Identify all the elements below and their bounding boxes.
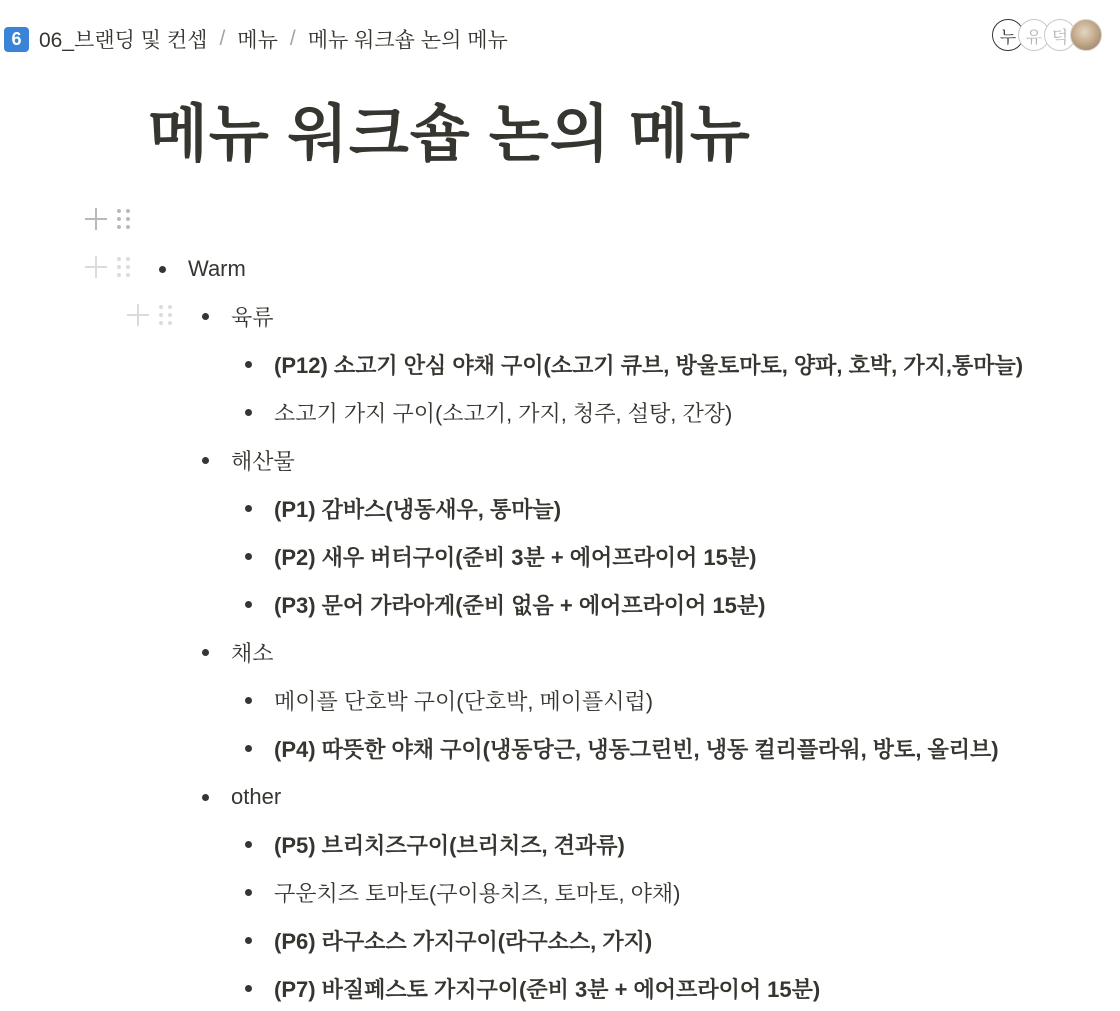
list-item[interactable] [245,731,999,765]
list-item[interactable] [245,827,625,861]
list-item-label: (P2) 새우 버터구이(준비 3분 + 에어프라이어 15분) [274,544,757,570]
list-item-label: Warm [188,256,246,281]
list-item-category[interactable] [202,443,295,477]
list-item-category[interactable] [202,299,274,333]
bullet-icon [245,937,252,944]
list-item-label: (P3) 문어 가라아게(준비 없음 + 에어프라이어 15분) [274,592,766,618]
list-item-label: 메이플 단호박 구이(단호박, 메이플시럽) [274,688,654,714]
top-bar [0,0,1120,72]
bullet-icon [245,601,252,608]
list-item-category[interactable] [202,635,274,669]
breadcrumb-separator: / [289,27,296,50]
list-item-label: 육류 [231,304,274,330]
bullet-icon [159,266,166,273]
list-item-label: (P1) 감바스(냉동새우, 통마늘) [274,496,562,522]
bullet-icon [245,985,252,992]
drag-handle-icon[interactable] [117,256,131,278]
list-item[interactable] [245,539,756,573]
page-title[interactable]: 메뉴 워크숍 논의 메뉴 [148,100,751,169]
list-item-label: (P7) 바질페스토 가지구이(준비 3분 + 에어프라이어 15분) [274,976,821,1002]
list-item-label: (P12) 소고기 안심 야채 구이(소고기 큐브, 방울토마토, 양파, 호박, 가지,통마늘) [274,352,1024,378]
bullet-icon [245,505,252,512]
block-handle [127,304,173,326]
list-item[interactable] [245,395,732,429]
breadcrumb [4,24,508,54]
avatar[interactable]: 덕 [1044,19,1076,51]
bullet-icon [245,841,252,848]
list-item-category[interactable] [202,780,281,814]
breadcrumb-item-branding[interactable]: 06_브랜딩 및 컨셉 [39,29,208,52]
list-item[interactable] [245,347,1023,381]
avatar[interactable]: 유 [1018,19,1050,51]
bullet-icon [202,457,209,464]
list-item-label: (P4) 따뜻한 야채 구이(냉동당근, 냉동그린빈, 냉동 컬리플라워, 방토, 올리브) [274,736,999,762]
drag-handle-icon[interactable] [117,208,131,230]
bullet-icon [245,745,252,752]
list-item-label: (P5) 브리치즈구이(브리치즈, 견과류) [274,832,625,858]
avatar[interactable]: 누 [992,19,1024,51]
avatar-photo[interactable] [1070,19,1102,51]
bullet-icon [202,313,209,320]
list-item-label: 해산물 [231,448,295,474]
block-handle [85,256,131,278]
list-item-label: 구운치즈 토마토(구이용치즈, 토마토, 야채) [274,880,681,906]
list-item[interactable] [245,923,652,957]
drag-handle-icon[interactable] [159,304,173,326]
list-item[interactable] [245,875,681,909]
list-item[interactable] [245,587,766,621]
list-item-label: other [231,784,282,809]
breadcrumb-separator: / [219,27,226,50]
list-item-label: (P6) 라구소스 가지구이(라구소스, 가지) [274,928,653,954]
add-block-icon[interactable] [85,208,107,230]
block-handle [85,208,131,230]
collaborator-avatars[interactable] [998,19,1102,51]
breadcrumb-item-menu[interactable]: 메뉴 [237,29,278,52]
list-item[interactable] [245,491,561,525]
bullet-icon [202,649,209,656]
bullet-icon [202,794,209,801]
list-item-label: 채소 [231,640,274,666]
breadcrumb-item-current-page[interactable]: 메뉴 워크숍 논의 메뉴 [307,29,508,52]
list-item-warm[interactable] [159,252,246,286]
workspace-number-icon[interactable]: 6 [4,27,29,52]
bullet-icon [245,697,252,704]
list-item[interactable] [245,683,653,717]
bullet-icon [245,553,252,560]
list-item[interactable] [245,971,820,1005]
add-block-icon[interactable] [127,304,149,326]
list-item-label: 소고기 가지 구이(소고기, 가지, 청주, 설탕, 간장) [274,400,733,426]
add-block-icon[interactable] [85,256,107,278]
bullet-icon [245,889,252,896]
bullet-icon [245,361,252,368]
bullet-icon [245,409,252,416]
